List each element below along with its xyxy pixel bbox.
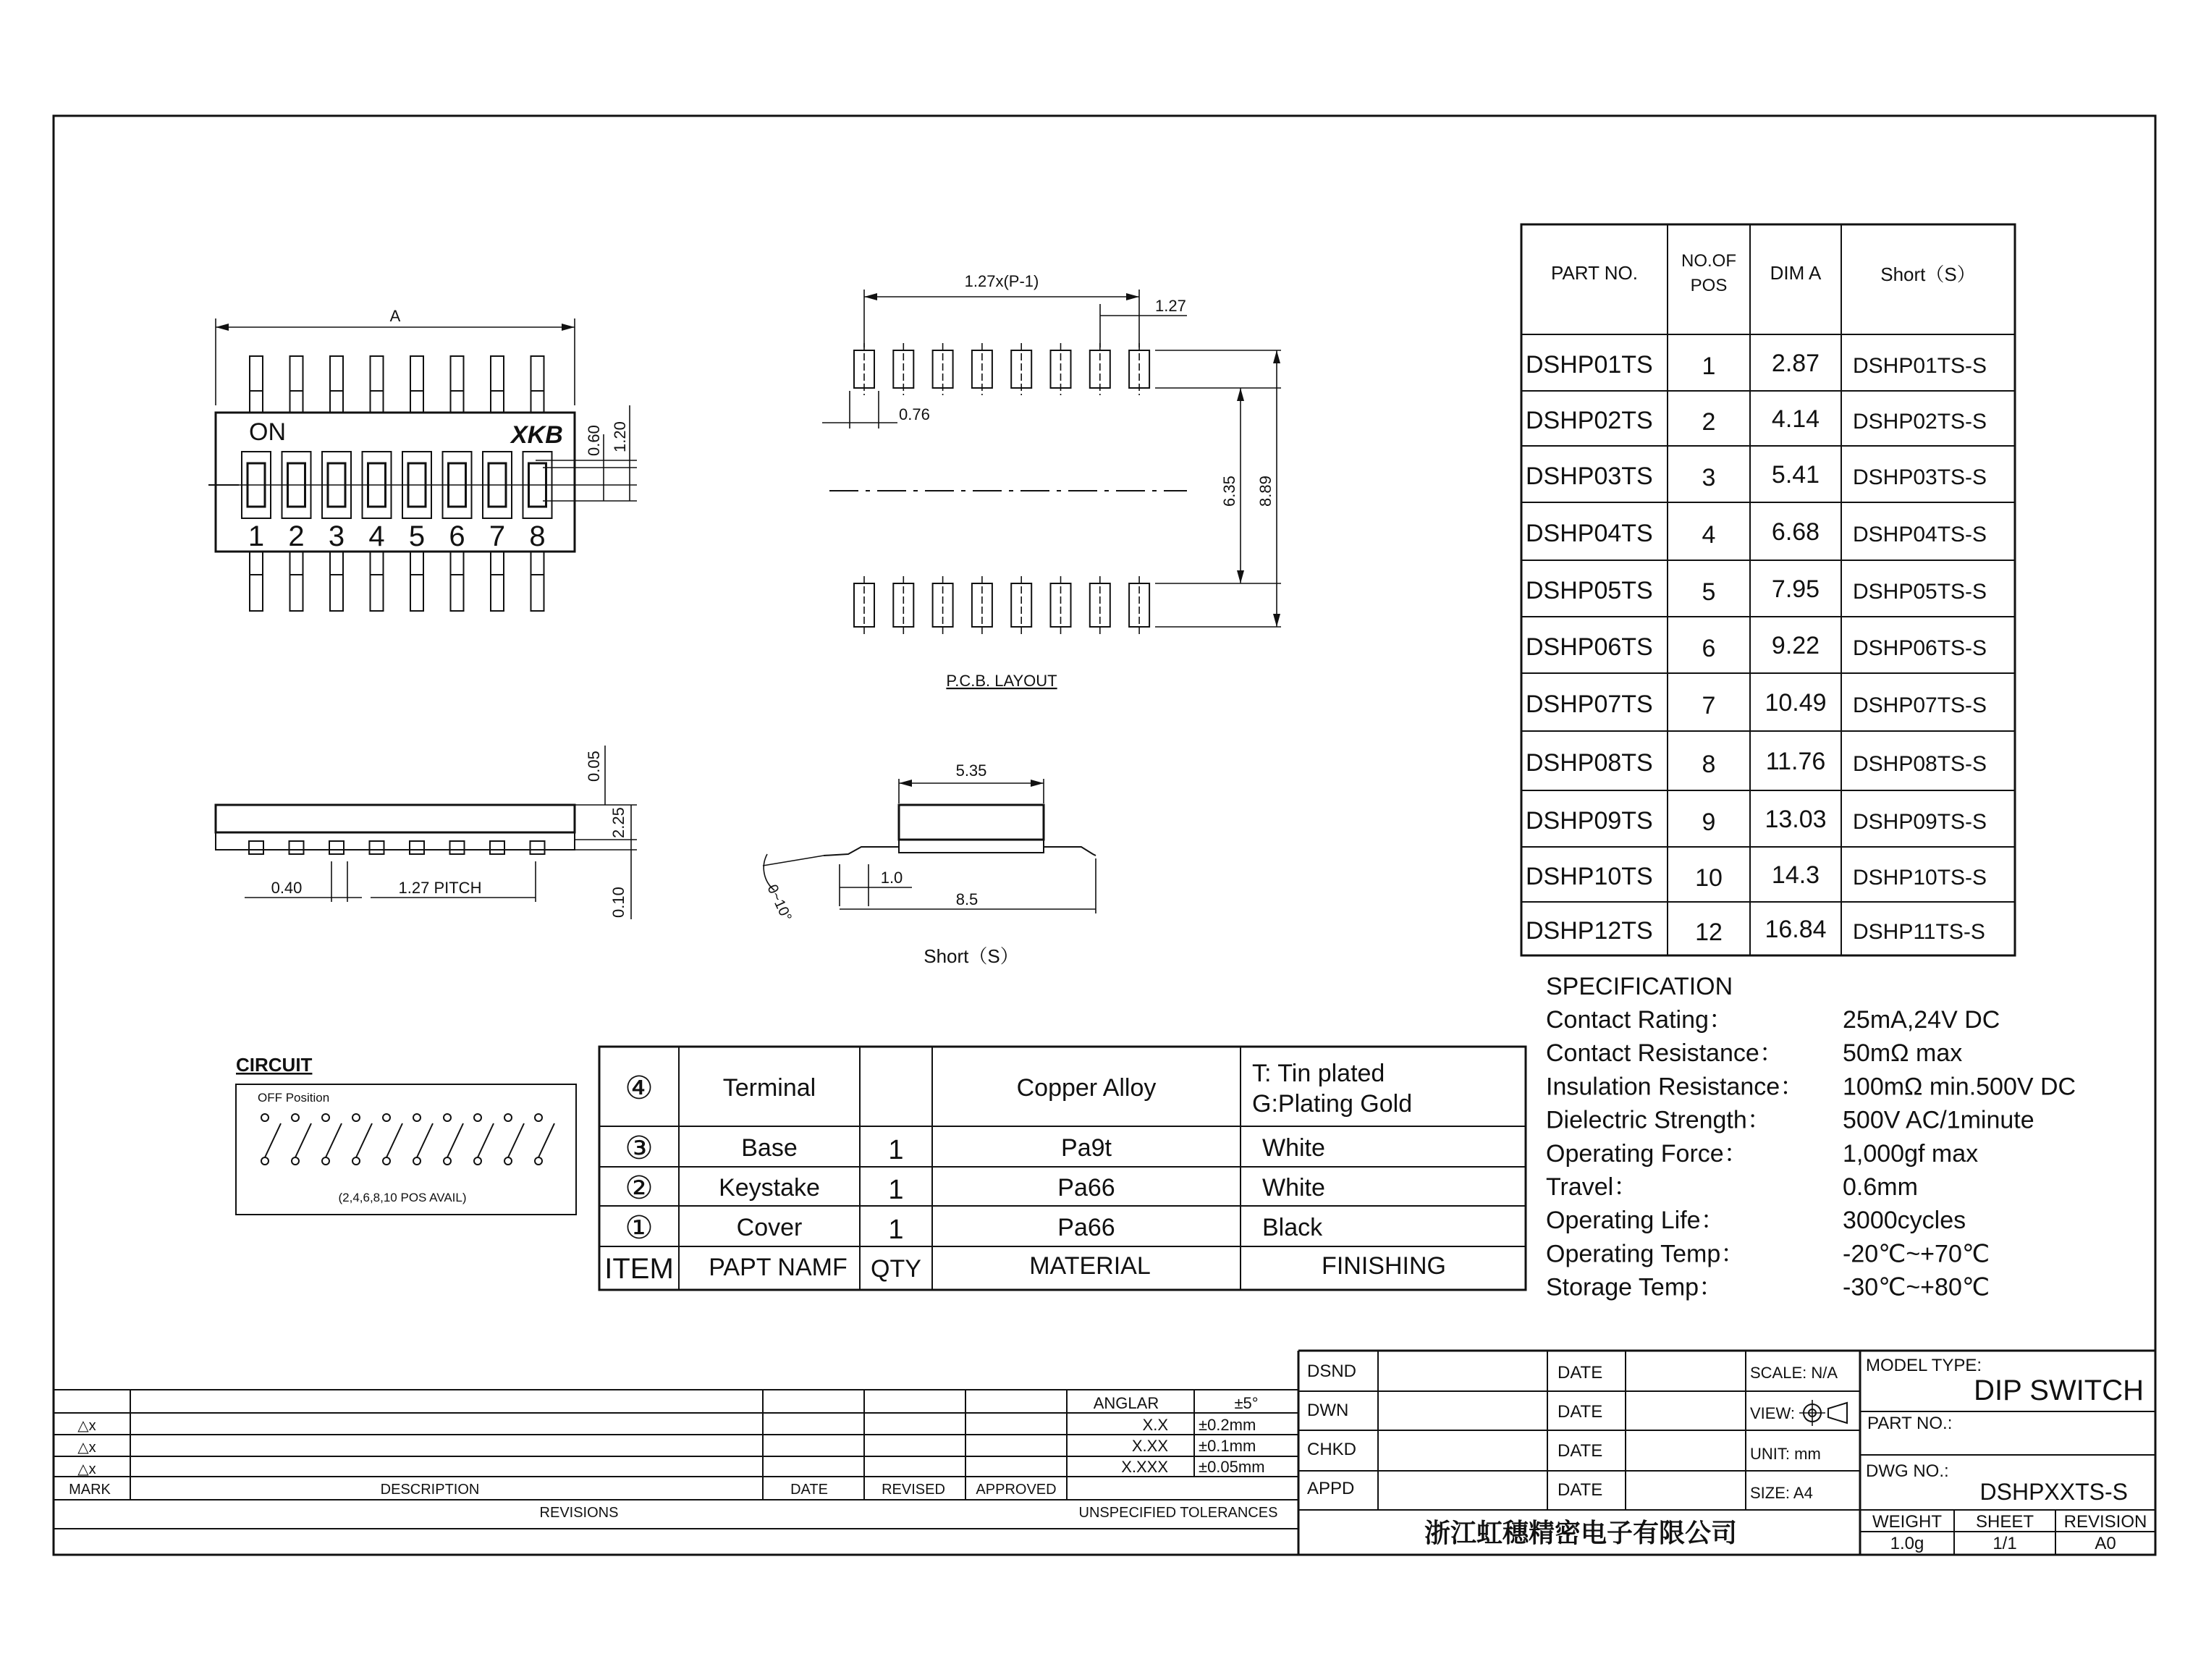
cell-part-no: DSHP06TS (1526, 633, 1653, 661)
cell-short: DSHP02TS-S (1853, 410, 1987, 434)
circuit-contact (383, 1157, 390, 1165)
spec-label: Insulation Resistance： (1546, 1073, 1805, 1101)
dim-535: 5.35 (955, 761, 987, 780)
cell-dim-a: 13.03 (1765, 806, 1827, 833)
side-leg (370, 841, 384, 854)
tol-angular-value: ±5° (1234, 1394, 1259, 1412)
bom-qty: 1 (888, 1135, 904, 1165)
bom-finishing-2: G:Plating Gold (1252, 1090, 1413, 1118)
cell-short: DSHP10TS-S (1853, 866, 1987, 890)
th-short: Short（S） (1880, 263, 1976, 285)
cell-part-no: DSHP08TS (1526, 749, 1653, 777)
cell-part-no: DSHP10TS (1526, 863, 1653, 890)
spec-value: -20℃~+70℃ (1843, 1240, 1990, 1268)
bom-material: Pa66 (1057, 1214, 1115, 1241)
bottom-pin (491, 552, 504, 611)
tol-value: ±0.1mm (1199, 1437, 1256, 1455)
spec-label: Dielectric Strength： (1546, 1106, 1772, 1134)
bom-th-material: MATERIAL (1029, 1252, 1151, 1280)
bom-finishing: White (1262, 1174, 1325, 1202)
weight-label: WEIGHT (1872, 1512, 1942, 1532)
sign-row-date-label: DATE (1558, 1402, 1603, 1422)
rev-th-description: DESCRIPTION (380, 1482, 480, 1498)
bom-qty: 1 (888, 1175, 904, 1205)
cell-short: DSHP03TS-S (1853, 465, 1987, 489)
cell-part-no: DSHP03TS (1526, 463, 1653, 490)
spec-label: Travel： (1546, 1173, 1639, 1201)
bom-name: Base (741, 1134, 798, 1162)
switch-number: 1 (248, 520, 265, 552)
top-pin (491, 356, 504, 413)
side-leg (410, 841, 424, 854)
dim-005: 0.05 (585, 751, 603, 782)
top-view (208, 307, 637, 611)
dim-10: 1.0 (880, 869, 903, 887)
brand-logo: XKB (511, 421, 563, 449)
circuit-contact (474, 1114, 481, 1121)
cell-short: DSHP04TS-S (1853, 523, 1987, 546)
bom-th-finishing: FINISHING (1322, 1252, 1446, 1280)
cell-short: DSHP06TS-S (1853, 636, 1987, 660)
cell-pos: 10 (1695, 864, 1723, 892)
dim-010: 0.10 (609, 887, 627, 918)
bom-material: Pa66 (1057, 1174, 1115, 1202)
switch-number: 4 (368, 520, 385, 552)
short-view (763, 761, 1096, 967)
dwg-no-label: DWG NO.: (1866, 1461, 1949, 1481)
cell-short: DSHP07TS-S (1853, 693, 1987, 717)
unit: UNIT: mm (1750, 1445, 1821, 1463)
top-pin (531, 356, 544, 413)
circuit (236, 1054, 576, 1215)
spec-value: 1,000gf max (1843, 1139, 1979, 1168)
th-no-of-pos-2: POS (1690, 276, 1728, 295)
top-pin (451, 356, 464, 413)
side-leg (531, 841, 545, 854)
cell-pos: 2 (1702, 408, 1716, 436)
bom-name: Cover (736, 1214, 803, 1241)
circuit-contact (444, 1157, 451, 1165)
cell-dim-a: 9.22 (1771, 632, 1820, 659)
sign-row-label: CHKD (1307, 1440, 1357, 1459)
cell-part-no: DSHP07TS (1526, 691, 1653, 718)
top-pin (410, 356, 423, 413)
spec-value: 100mΩ min.500V DC (1843, 1073, 2076, 1101)
cell-pos: 9 (1702, 809, 1716, 836)
tol-format: X.X (1142, 1416, 1168, 1434)
circuit-contact (413, 1157, 421, 1165)
circuit-contact (474, 1157, 481, 1165)
tol-value: ±0.05mm (1199, 1458, 1265, 1476)
bottom-pin (330, 552, 343, 611)
tolerances-footer: UNSPECIFIED TOLERANCES (1078, 1505, 1278, 1521)
spec-value: 50mΩ max (1843, 1039, 1963, 1068)
side-leg (329, 841, 344, 854)
spec-label: Contact Resistance： (1546, 1039, 1784, 1068)
circuit-contact (261, 1157, 269, 1165)
model-type: DIP SWITCH (1974, 1375, 2144, 1406)
size: SIZE: A4 (1750, 1484, 1813, 1502)
bottom-pin (531, 552, 544, 611)
circuit-contact (504, 1157, 512, 1165)
spec-title: SPECIFICATION (1546, 973, 1733, 1000)
dim-120: 1.20 (611, 421, 629, 452)
cell-part-no: DSHP02TS (1526, 407, 1653, 434)
cell-pos: 6 (1702, 635, 1716, 662)
bom-finishing: T: Tin plated (1252, 1060, 1385, 1087)
bom-material: Copper Alloy (1016, 1074, 1157, 1102)
cell-part-no: DSHP01TS (1526, 351, 1653, 379)
revision-x-mark: △x (77, 1418, 96, 1434)
cell-part-no: DSHP12TS (1526, 917, 1653, 945)
dim-angle: 0~10° (764, 882, 795, 924)
pcb-layout-label: P.C.B. LAYOUT (946, 672, 1057, 690)
cell-dim-a: 16.84 (1765, 916, 1827, 943)
bom-finishing: White (1262, 1134, 1325, 1162)
cell-pos: 1 (1702, 353, 1716, 380)
sign-row-label: DSND (1307, 1362, 1357, 1381)
cell-part-no: DSHP05TS (1526, 577, 1653, 604)
rev-th-revised: REVISED (882, 1482, 945, 1498)
parts-table (1521, 224, 2015, 955)
circuit-contact (352, 1157, 360, 1165)
bom-qty: 1 (888, 1215, 904, 1245)
spec-label: Operating Force： (1546, 1139, 1749, 1168)
top-pin (290, 356, 303, 413)
revision-label: REVISION (2063, 1512, 2147, 1532)
sheet-border (54, 116, 2155, 1555)
cell-dim-a: 6.68 (1771, 518, 1820, 546)
circuit-contact (535, 1114, 542, 1121)
cell-dim-a: 10.49 (1765, 689, 1827, 717)
cell-short: DSHP05TS-S (1853, 580, 1987, 604)
dim-635: 6.35 (1220, 476, 1238, 507)
tol-format: X.XXX (1121, 1458, 1168, 1476)
tol-angular-label: ANGLAR (1093, 1394, 1159, 1412)
side-leg (490, 841, 504, 854)
cell-pos: 12 (1695, 919, 1723, 946)
pcb-layout (822, 272, 1281, 690)
bom-material: Pa9t (1061, 1134, 1112, 1162)
sign-row-label: APPD (1307, 1479, 1355, 1498)
spec-value: 0.6mm (1843, 1173, 1918, 1201)
revision-x-mark: △x (77, 1440, 96, 1456)
spec-label: Operating Temp： (1546, 1240, 1746, 1268)
sheet: 1/1 (1992, 1534, 2017, 1553)
title-block (54, 1351, 2155, 1555)
cell-pos: 3 (1702, 464, 1716, 491)
switch-number: 2 (288, 520, 305, 552)
cell-pos: 7 (1702, 692, 1716, 719)
cell-dim-a: 7.95 (1771, 575, 1820, 603)
dim-127-pcb: 1.27 (1155, 297, 1186, 315)
cell-part-no: DSHP04TS (1526, 520, 1653, 547)
sheet-label: SHEET (1975, 1512, 2034, 1532)
cell-dim-a: 14.3 (1771, 861, 1820, 889)
dim-85: 8.5 (955, 890, 979, 908)
spec-value: -30℃~+80℃ (1843, 1273, 1990, 1301)
cell-pos: 8 (1702, 751, 1716, 778)
revision: A0 (2095, 1534, 2116, 1553)
cell-pos: 4 (1702, 521, 1716, 549)
rev-th-date: DATE (790, 1482, 828, 1498)
bottom-pin (290, 552, 303, 611)
dim-a-label: A (389, 307, 401, 325)
part-no-label: PART NO.: (1867, 1414, 1953, 1433)
cell-pos: 5 (1702, 578, 1716, 606)
th-part-no: PART NO. (1551, 262, 1638, 284)
bom-item: ① (625, 1210, 654, 1246)
sign-row-date-label: DATE (1558, 1480, 1603, 1500)
circuit-contact (322, 1157, 329, 1165)
spec-label: Operating Life： (1546, 1207, 1725, 1235)
dim-040: 0.40 (271, 879, 303, 897)
dim-225: 2.25 (609, 807, 627, 838)
view: VIEW: (1750, 1404, 1795, 1422)
circuit-contact (292, 1157, 299, 1165)
circuit-contact (444, 1114, 451, 1121)
cell-short: DSHP11TS-S (1853, 920, 1985, 944)
rev-th-approved: APPROVED (976, 1482, 1057, 1498)
circuit-contact (383, 1114, 390, 1121)
switch-number: 5 (408, 520, 426, 552)
switch-number: 6 (449, 520, 465, 552)
switch-number: 8 (529, 520, 546, 552)
spec-value: 500V AC/1minute (1843, 1106, 2034, 1134)
sign-row-label: DWN (1307, 1401, 1349, 1420)
switch-number: 3 (328, 520, 345, 552)
rev-th-mark: MARK (69, 1482, 111, 1498)
dim-060: 0.60 (585, 425, 603, 456)
bottom-pin (451, 552, 464, 611)
sign-row-date-label: DATE (1558, 1363, 1603, 1383)
circuit-off-label: OFF Position (258, 1091, 330, 1105)
bottom-pin (371, 552, 384, 611)
dim-pitch: 1.27 PITCH (398, 879, 482, 897)
top-pin (330, 356, 343, 413)
bom-item: ③ (625, 1131, 654, 1166)
weight: 1.0g (1890, 1534, 1924, 1553)
revisions-footer: REVISIONS (539, 1505, 619, 1521)
bom-table (599, 1047, 1526, 1290)
cell-short: DSHP09TS-S (1853, 810, 1987, 834)
cell-dim-a: 4.14 (1771, 405, 1820, 433)
spec-value: 3000cycles (1843, 1207, 1966, 1235)
circuit-title: CIRCUIT (236, 1054, 313, 1076)
dim-889: 8.89 (1256, 476, 1275, 507)
bom-th-item: ITEM (604, 1253, 674, 1285)
bom-th-name: PAPT NAMF (709, 1254, 848, 1281)
cell-dim-a: 2.87 (1771, 350, 1820, 377)
circuit-contact (504, 1114, 512, 1121)
top-pin (371, 356, 384, 413)
spec-label: Storage Temp： (1546, 1273, 1724, 1301)
dwg-no: DSHPXXTS-S (1979, 1479, 2128, 1505)
cell-short: DSHP01TS-S (1853, 354, 1987, 378)
dim-076: 0.76 (899, 405, 930, 423)
model-type-label: MODEL TYPE: (1866, 1356, 1982, 1375)
bom-item: ② (625, 1170, 654, 1206)
circuit-contact (535, 1157, 542, 1165)
top-pin (250, 356, 263, 413)
side-leg (450, 841, 465, 854)
bom-finishing: Black (1262, 1214, 1323, 1241)
circuit-contact (352, 1114, 360, 1121)
switch-number: 7 (489, 520, 506, 552)
bom-name: Keystake (719, 1174, 820, 1202)
revision-x-mark: △x (77, 1461, 96, 1477)
th-dim-a: DIM A (1770, 262, 1822, 284)
circuit-contact (292, 1114, 299, 1121)
specification (1546, 973, 2076, 1301)
cell-part-no: DSHP09TS (1526, 807, 1653, 835)
bom-item: ④ (625, 1071, 654, 1106)
scale: SCALE: N/A (1750, 1364, 1838, 1382)
circuit-note: (2,4,6,8,10 POS AVAIL) (338, 1191, 467, 1204)
company-name: 浙江虹穗精密电子有限公司 (1424, 1518, 1738, 1548)
circuit-contact (322, 1114, 329, 1121)
sign-row-date-label: DATE (1558, 1441, 1603, 1461)
on-label: ON (249, 418, 286, 446)
bottom-pin (410, 552, 423, 611)
circuit-contact (261, 1114, 269, 1121)
spec-value: 25mA,24V DC (1843, 1006, 2000, 1034)
tol-format: X.XX (1131, 1437, 1168, 1455)
side-view (216, 746, 637, 919)
th-no-of-pos: NO.OF (1681, 251, 1736, 271)
spec-label: Contact Rating： (1546, 1006, 1733, 1034)
cell-dim-a: 5.41 (1771, 461, 1820, 489)
dim-pitch-formula: 1.27x(P-1) (964, 272, 1039, 290)
short-view-label: Short（S） (924, 945, 1019, 967)
circuit-contact (413, 1114, 421, 1121)
side-leg (290, 841, 304, 854)
cell-short: DSHP08TS-S (1853, 752, 1987, 776)
cell-dim-a: 11.76 (1765, 748, 1826, 775)
bom-th-qty: QTY (871, 1255, 921, 1283)
tol-value: ±0.2mm (1199, 1416, 1256, 1434)
bom-name: Terminal (722, 1074, 816, 1102)
side-leg (249, 841, 263, 854)
bottom-pin (250, 552, 263, 611)
